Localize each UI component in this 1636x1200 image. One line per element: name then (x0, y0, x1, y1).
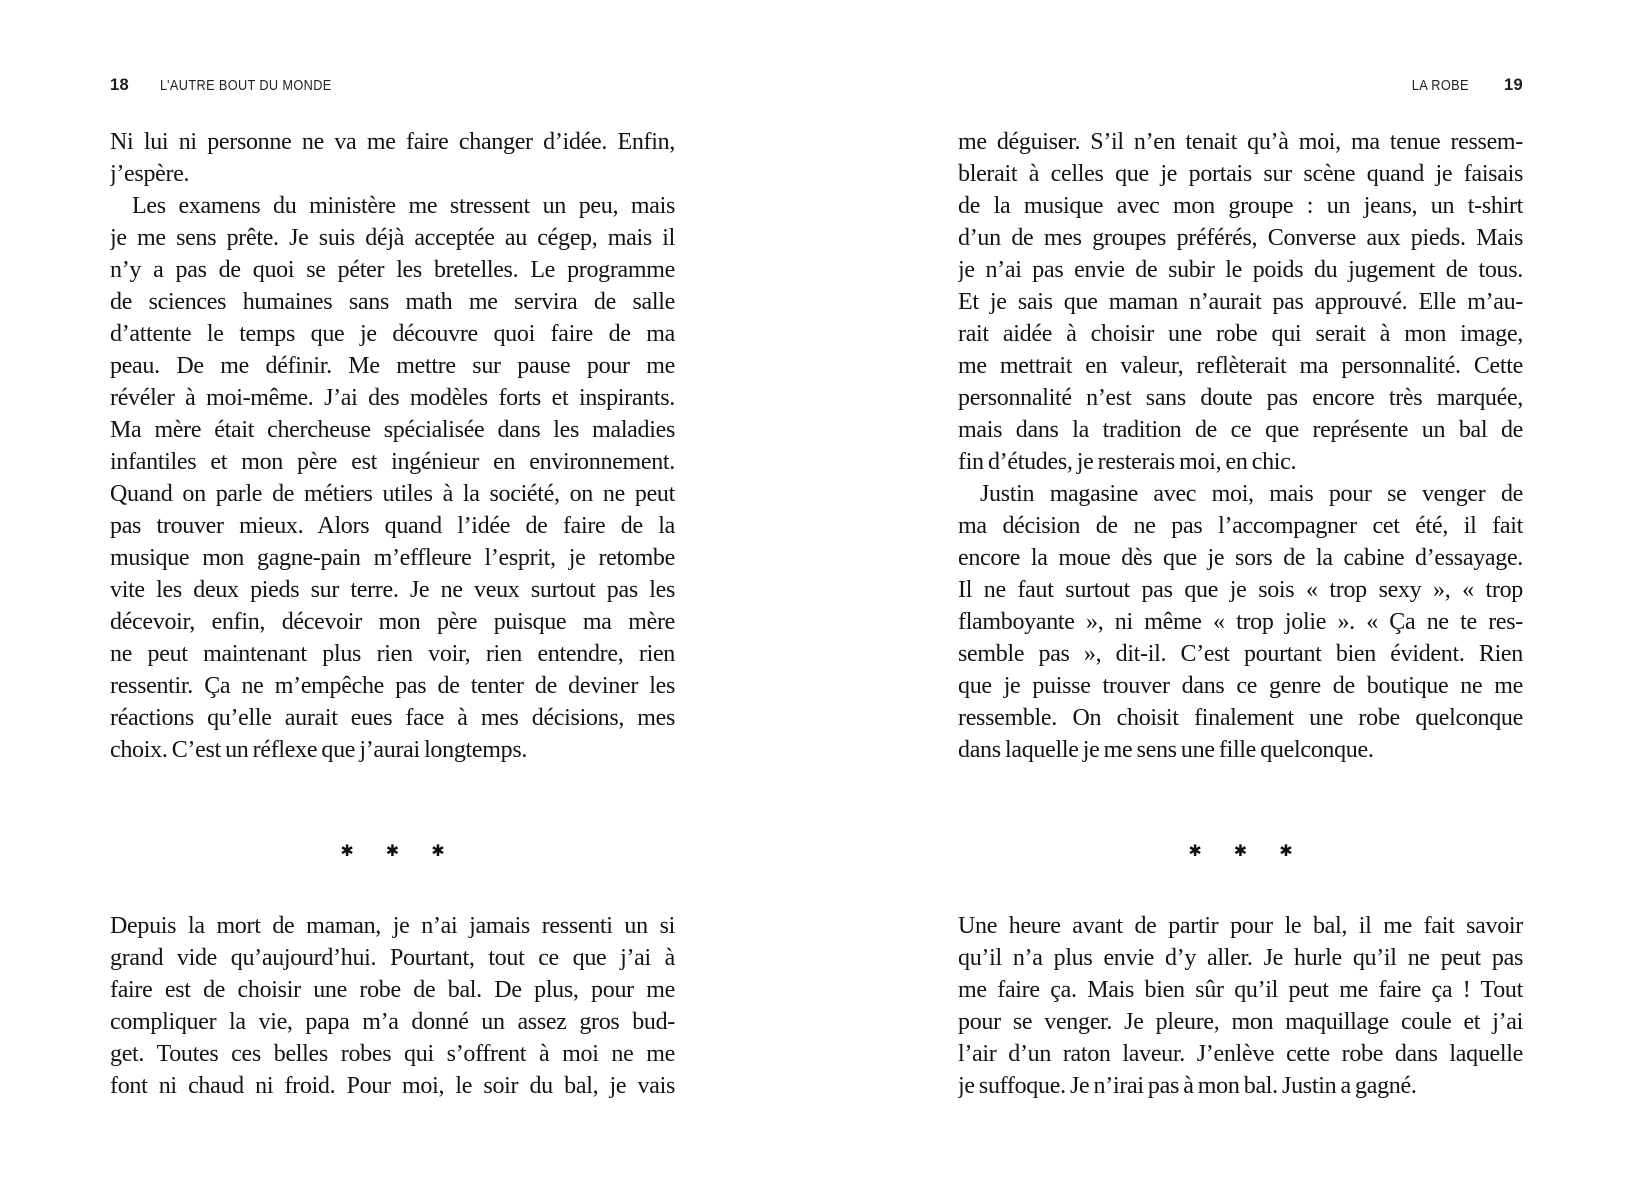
text-line: mais dans la tradition de ce que représente un bal de (958, 417, 1523, 443)
text-line: pour se venger. Je pleure, mon maquillage coule et j’ai (958, 1009, 1523, 1035)
text-line: peau. De me définir. Me mettre sur pause pour me (110, 353, 675, 379)
text-line: révéler à moi-même. J’ai des modèles forts et inspirants. (110, 385, 675, 411)
text-line: Ma mère était chercheuse spécialisée dans les maladies (110, 417, 675, 443)
text-line: réactions qu’elle aurait eues face à mes décisions, mes (110, 705, 675, 731)
text-line: je me sens prête. Je suis déjà acceptée au cégep, mais il (110, 225, 675, 251)
text-line: n’y a pas de quoi se péter les bretelles. Le programme (110, 257, 675, 283)
text-line: compliquer la vie, papa m’a donné un assez gros bud- (110, 1009, 675, 1035)
text-line: semble pas », dit-il. C’est pourtant bien évident. Rien (958, 641, 1523, 667)
running-header-left (110, 76, 675, 95)
text-line: musique mon gagne-pain m’effleure l’esprit, je retombe (110, 545, 675, 571)
text-line: fin d’études, je resterais moi, en chic. (958, 449, 1297, 475)
page-number-left: 18 (110, 76, 129, 94)
text-line: Depuis la mort de maman, je n’ai jamais ressenti un si (110, 913, 675, 939)
text-line: infantiles et mon père est ingénieur en environnement. (110, 449, 675, 475)
text-line: Et je sais que maman n’aurait pas approuvé. Elle m’au- (958, 289, 1523, 315)
text-line: blerait à celles que je portais sur scène quand je faisais (958, 161, 1523, 187)
text-line: ne peut maintenant plus rien voir, rien entendre, rien (110, 641, 675, 667)
running-title-right: LA ROBE (1411, 78, 1470, 94)
text-line: vite les deux pieds sur terre. Je ne veux surtout pas les (110, 577, 675, 603)
text-line: Justin magasine avec moi, mais pour se venger de (980, 481, 1523, 507)
text-line: ma décision de ne pas l’accompagner cet été, il fait (958, 513, 1523, 539)
page-left (110, 76, 675, 1102)
text-line: font ni chaud ni froid. Pour moi, le soir du bal, je vais (110, 1073, 675, 1099)
text-line: d’un de mes groupes préférés, Converse aux pieds. Mais (958, 225, 1523, 251)
text-line: get. Toutes ces belles robes qui s’offrent à moi ne me (110, 1041, 675, 1067)
section-separator: ✱ ✱ ✱ (340, 841, 459, 860)
text-line: ressemble. On choisit finalement une robe quelconque (958, 705, 1523, 731)
page-right (958, 76, 1523, 1102)
text-line: de sciences humaines sans math me servira de salle (110, 289, 675, 315)
text-line: me mettrait en valeur, reflèterait ma personnalité. Cette (958, 353, 1523, 379)
text-line: décevoir, enfin, décevoir mon père puisque ma mère (110, 609, 675, 635)
text-line: faire est de choisir une robe de bal. De plus, pour me (110, 977, 675, 1003)
running-header-right (958, 76, 1523, 95)
text-line: me faire ça. Mais bien sûr qu’il peut me faire ça ! Tout (958, 977, 1523, 1003)
page-number-right: 19 (1504, 76, 1523, 94)
text-line: encore la moue dès que je sors de la cabine d’essayage. (958, 545, 1523, 571)
text-line: Les examens du ministère me stressent un peu, mais (132, 193, 675, 219)
section-separator: ✱ ✱ ✱ (1188, 841, 1307, 860)
text-line: d’attente le temps que je découvre quoi faire de ma (110, 321, 675, 347)
text-line: me déguiser. S’il n’en tenait qu’à moi, ma tenue ressem- (958, 129, 1523, 155)
text-line: pas trouver mieux. Alors quand l’idée de faire de la (110, 513, 675, 539)
running-title-left: L’AUTRE BOUT DU MONDE (159, 78, 332, 94)
text-line: Ni lui ni personne ne va me faire changer d’idée. Enfin, (110, 129, 675, 155)
text-line: choix. C’est un réflexe que j’aurai longtemps. (110, 737, 528, 763)
text-line: de la musique avec mon groupe : un jeans, un t-shirt (958, 193, 1523, 219)
text-line: personnalité n’est sans doute pas encore très marquée, (958, 385, 1523, 411)
text-line: Il ne faut surtout pas que je sois « trop sexy », « trop (958, 577, 1523, 603)
text-line: flamboyante », ni même « trop jolie ». « Ça ne te res- (958, 609, 1523, 635)
text-line: l’air d’un raton laveur. J’enlève cette robe dans laquelle (958, 1041, 1523, 1067)
page-body-right (958, 126, 1523, 1102)
page-body-left (110, 126, 675, 1102)
text-line: j’espère. (110, 161, 190, 187)
text-line: que je puisse trouver dans ce genre de boutique ne me (958, 673, 1523, 699)
text-line: je n’ai pas envie de subir le poids du jugement de tous. (958, 257, 1523, 283)
text-line: ressentir. Ça ne m’empêche pas de tenter de deviner les (110, 673, 675, 699)
text-line: rait aidée à choisir une robe qui serait à mon image, (958, 321, 1523, 347)
text-line: dans laquelle je me sens une fille quelconque. (958, 737, 1374, 763)
text-line: Une heure avant de partir pour le bal, il me fait savoir (958, 913, 1523, 939)
text-line: Quand on parle de métiers utiles à la société, on ne peut (110, 481, 675, 507)
text-line: je suffoque. Je n’irai pas à mon bal. Justin a gagné. (958, 1073, 1417, 1099)
text-line: grand vide qu’aujourd’hui. Pourtant, tout ce que j’ai à (110, 945, 675, 971)
text-line: qu’il n’a plus envie d’y aller. Je hurle qu’il ne peut pas (958, 945, 1523, 971)
